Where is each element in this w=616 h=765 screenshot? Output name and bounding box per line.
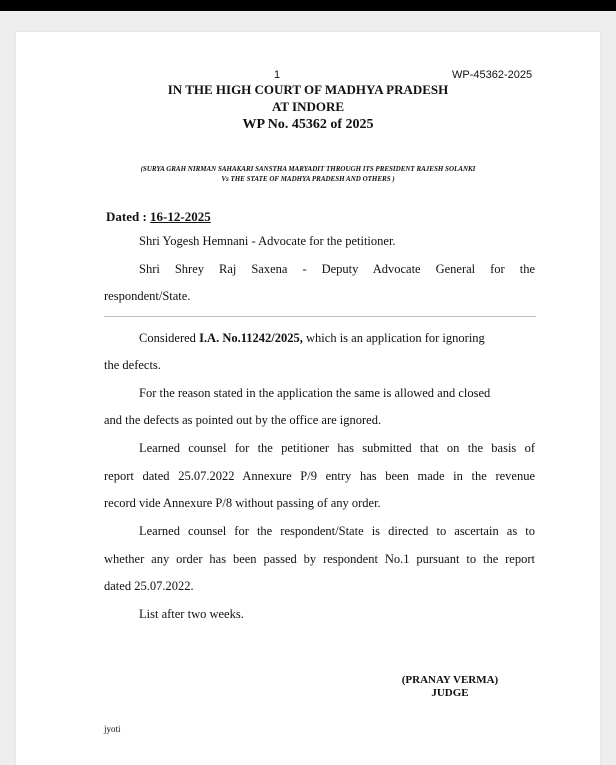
- order-para-1: [139, 331, 485, 346]
- case-number: WP No. 45362 of 2025: [242, 117, 374, 132]
- case-reference: WP-45362-2025: [452, 69, 533, 81]
- respondent-appearance-line-1: Shri Shrey Raj Saxena - Deputy Advocate General for the: [139, 262, 535, 276]
- order-date: [106, 209, 211, 225]
- order-para-4-line-1: Learned counsel for the respondent/State is directed to ascertain as to: [139, 524, 535, 538]
- order-para-2-line-1: For the reason stated in the application the same is allowed and closed: [139, 386, 491, 400]
- petitioner-appearance: Shri Yogesh Hemnani - Advocate for the petitioner.: [139, 234, 396, 248]
- order-para-3-line-3: record vide Annexure P/8 without passing of any order.: [104, 496, 381, 510]
- order-para-4-line-3: dated 25.07.2022.: [104, 579, 194, 593]
- status-bar: [0, 0, 616, 11]
- parties-line-2: Vs THE STATE OF MADHYA PRADESH AND OTHERS ): [221, 175, 395, 183]
- judge-name: (PRANAY VERMA): [401, 674, 499, 686]
- ia-number: I.A. No.11242/2025,: [199, 331, 303, 345]
- date-label: Dated :: [106, 209, 147, 224]
- order-para-3-line-2: report dated 25.07.2022 Annexure P/9 entry has been made in the revenue: [104, 469, 535, 483]
- date-value: 16-12-2025: [150, 209, 211, 224]
- order-para-1-post: which is an application for ignoring: [302, 331, 485, 345]
- order-para-2-line-2: and the defects as pointed out by the office are ignored.: [104, 413, 382, 427]
- order-para-5: List after two weeks.: [139, 607, 244, 621]
- order-para-1-line-2: the defects.: [104, 358, 161, 372]
- judge-title: JUDGE: [431, 687, 469, 699]
- divider: [104, 316, 536, 317]
- order-para-3-line-1: Learned counsel for the petitioner has submitted that on the basis of: [139, 441, 535, 455]
- order-para-4-line-2: whether any order has been passed by respondent No.1 pursuant to the report: [104, 552, 535, 566]
- parties-line-1: (SURYA GRAH NIRMAN SAHAKARI SANSTHA MARYADIT THROUGH ITS PRESIDENT RAJESH SOLANKI: [140, 165, 476, 173]
- court-name: IN THE HIGH COURT OF MADHYA PRADESH: [167, 82, 449, 97]
- court-location: AT INDORE: [271, 99, 345, 114]
- order-para-1-pre: Considered: [139, 331, 200, 345]
- page-number: 1: [274, 69, 281, 81]
- respondent-appearance-line-2: respondent/State.: [104, 289, 191, 303]
- typist-initials: jyoti: [104, 724, 121, 734]
